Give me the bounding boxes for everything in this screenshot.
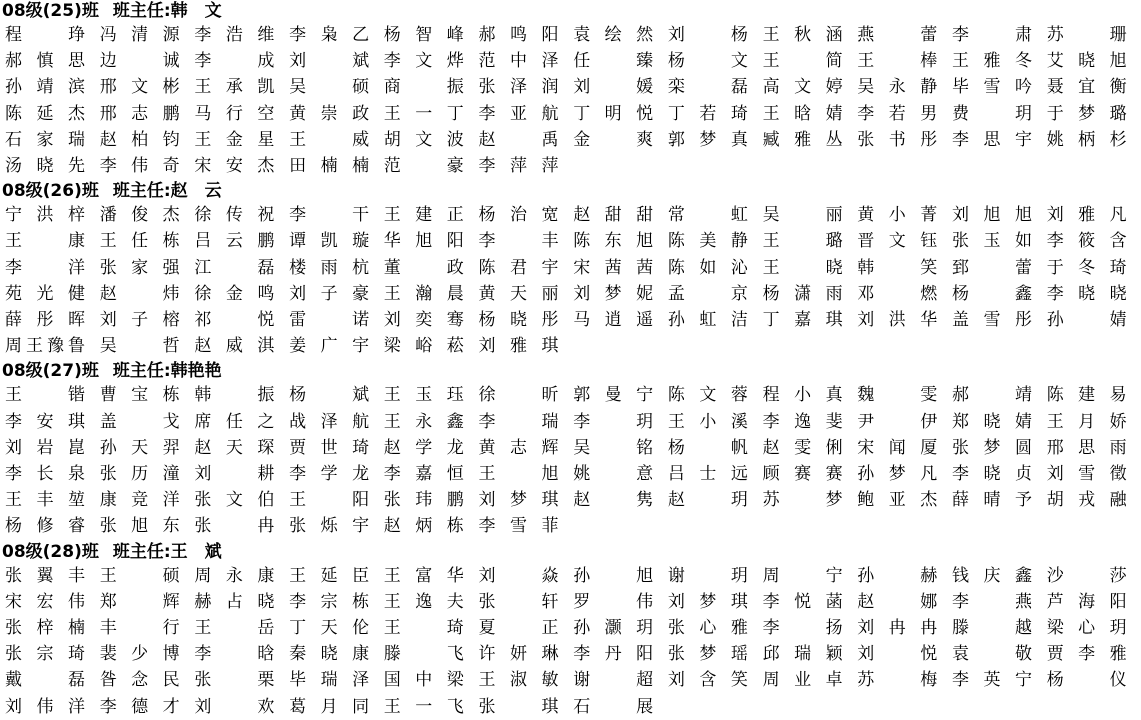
- student-name: 刘雅凡: [1046, 205, 1127, 226]
- student-name: 戴 磊: [5, 670, 85, 691]
- student-name: 李伟奇: [99, 156, 180, 176]
- student-name: 李德才: [99, 696, 180, 717]
- student-name: 燕 蕾: [857, 25, 938, 45]
- student-name: 毕雪吟: [952, 77, 1032, 98]
- student-name: 晋文钰: [857, 231, 938, 252]
- student-name: 杨 斌: [289, 385, 370, 406]
- student-name: 李 扬: [762, 618, 843, 638]
- student-name: 张 栗: [194, 670, 275, 691]
- student-name: 昝念民: [99, 670, 180, 691]
- student-name: 王月娇: [1046, 411, 1127, 432]
- student-name: 董 政: [383, 257, 464, 278]
- student-name: 楼雨杭: [289, 257, 370, 278]
- student-name: 常 虹: [667, 205, 748, 226]
- student-name: 顾赛赛: [762, 464, 843, 484]
- student-name: 李 晗: [194, 644, 275, 665]
- student-name: 王 晓: [762, 257, 843, 278]
- student-name: 李 瑞: [478, 411, 559, 432]
- student-name: 谢 超: [573, 670, 654, 691]
- student-name: 臧雅丛: [762, 129, 843, 150]
- student-name: 马逍遥: [573, 310, 654, 330]
- student-name: 黄崇政: [289, 103, 370, 124]
- student-name: 孟 京: [667, 283, 748, 304]
- student-name: 曹宝栋: [99, 385, 180, 406]
- student-name: 周王豫鲁: [5, 336, 85, 357]
- student-name: 刘奕骞: [383, 310, 464, 330]
- teacher-name: 王 斌: [170, 541, 222, 562]
- student-name: 马行空: [194, 103, 275, 124]
- student-name: 王富华: [383, 565, 464, 586]
- student-name: 程小真: [762, 385, 843, 406]
- student-name: 王承凯: [194, 77, 275, 98]
- student-name: 秦晓康: [289, 644, 370, 665]
- student-name: 许妍琳: [478, 644, 559, 665]
- student-name: 李英宁: [952, 670, 1032, 691]
- student-name: 李思宇: [952, 129, 1032, 150]
- student-name: 刘子豪: [289, 283, 370, 304]
- student-name: 梁峪菘: [383, 336, 464, 357]
- student-name: 孙 婧: [1046, 310, 1127, 330]
- student-name: 王 棒: [857, 51, 938, 72]
- student-name: 李学龙: [289, 464, 370, 484]
- student-name: 李萍萍: [478, 156, 559, 176]
- student-name: 尹 伊: [857, 411, 938, 432]
- student-name: 王 威: [289, 129, 370, 150]
- student-name: 李嘉恒: [383, 464, 464, 484]
- student-name: 孙 赫: [857, 565, 938, 586]
- student-name: 张宗琦: [5, 644, 85, 665]
- student-name: 姜广宇: [289, 336, 370, 357]
- student-name: 张历潼: [99, 464, 180, 484]
- student-name: 孙 旭: [573, 565, 654, 586]
- student-name: 陈文蓉: [667, 385, 748, 406]
- student-name: 郭曼宁: [573, 385, 654, 406]
- student-name: 张 轩: [478, 591, 559, 612]
- student-name: 邢文彬: [99, 77, 180, 98]
- student-name: 孙虹洁: [667, 310, 748, 330]
- student-name: 李 肃: [952, 25, 1032, 45]
- student-name: 刘含笑: [667, 670, 748, 691]
- student-name: 韩 振: [194, 385, 275, 406]
- student-name: 王 硕: [99, 565, 180, 586]
- student-name: 黄志辉: [478, 437, 559, 458]
- class-header: [2, 541, 222, 563]
- student-name: 徐传祝: [194, 205, 275, 226]
- student-name: 陈东旭: [573, 231, 654, 252]
- student-name: 王 琦: [383, 618, 464, 638]
- student-name: 薛晴予: [952, 490, 1032, 511]
- student-name: 赵炳栋: [383, 516, 464, 537]
- student-name: 周业卓: [762, 670, 843, 691]
- student-name: 芦海阳: [1046, 591, 1127, 612]
- student-name: 姚柄杉: [1046, 129, 1127, 150]
- student-name: 杨智峰: [383, 25, 464, 45]
- student-name: 宁洪梓: [5, 205, 85, 226]
- student-name: 郝 靖: [952, 385, 1032, 406]
- student-name: 贾世琦: [289, 437, 370, 458]
- student-name: 杨 鑫: [952, 283, 1032, 304]
- student-name: 刘岩崑: [5, 437, 85, 458]
- student-name: 郝慎思: [5, 51, 85, 72]
- student-name: 丰 行: [99, 618, 180, 638]
- student-name: 吕云鹏: [194, 231, 275, 252]
- student-name: 陈君宇: [478, 257, 559, 278]
- student-name: 张文伯: [194, 490, 275, 511]
- student-name: 李长泉: [5, 464, 85, 484]
- student-name: 王 康: [5, 231, 85, 252]
- student-name: 刘 媛: [573, 77, 654, 98]
- student-name: 刘子榕: [99, 310, 180, 330]
- student-name: 邓 燃: [857, 283, 938, 304]
- student-name: 姚 意: [573, 464, 654, 484]
- student-name: 夏 正: [478, 618, 559, 638]
- student-name: 雷 诺: [289, 310, 370, 330]
- student-name: 袁绘然: [573, 25, 654, 45]
- student-name: 王 璐: [762, 231, 843, 252]
- student-name: 李 成: [194, 51, 275, 72]
- student-name: 华旭阳: [383, 231, 464, 252]
- student-name: 杨 文: [667, 51, 748, 72]
- teacher-label: 班主任:: [112, 361, 171, 382]
- student-name: 金 爽: [573, 129, 654, 150]
- class-label: 08级(25)班: [2, 1, 99, 21]
- student-name: 丁天伦: [289, 618, 370, 638]
- student-name: 周 宁: [762, 565, 843, 586]
- student-name: 韩 笑: [857, 257, 938, 278]
- student-name: 王一飞: [383, 696, 464, 717]
- student-name: 孙靖滨: [5, 77, 85, 98]
- student-name: 张玉如: [952, 231, 1032, 252]
- student-name: 张 冉: [194, 516, 275, 537]
- student-name: 李 丰: [478, 231, 559, 252]
- student-name: 李安琪: [5, 411, 85, 432]
- student-name: 刘旭旭: [952, 205, 1032, 226]
- student-name: 郭梦真: [667, 129, 748, 150]
- teacher-name: 赵 云: [170, 181, 222, 202]
- student-name: 李 燕: [952, 591, 1032, 612]
- student-name: 张家强: [99, 257, 180, 278]
- student-name: 战泽航: [289, 411, 370, 432]
- student-name: 邢思雨: [1046, 437, 1127, 458]
- student-name: 罗 伟: [573, 591, 654, 612]
- student-name: 李悦菡: [762, 591, 843, 612]
- student-name: 刘 欢: [194, 696, 275, 717]
- student-name: 于梦璐: [1046, 103, 1127, 124]
- student-name: 吴 丽: [762, 205, 843, 226]
- student-name: 王逸夫: [383, 591, 464, 612]
- student-name: 徐金鸣: [194, 283, 275, 304]
- student-name: 丁明悦: [573, 103, 654, 124]
- student-name: 王 岳: [194, 618, 275, 638]
- student-name: 刘 悦: [857, 644, 938, 665]
- student-name: 王一丁: [383, 103, 464, 124]
- student-name: 王金星: [194, 129, 275, 150]
- student-name: 李若男: [857, 103, 938, 124]
- student-name: 周永康: [194, 565, 275, 586]
- student-name: 费 玥: [952, 103, 1032, 124]
- student-name: 滕 飞: [383, 644, 464, 665]
- student-name: 郅 蕾: [952, 257, 1032, 278]
- student-name: 石 展: [573, 696, 654, 717]
- student-name: 王小溪: [667, 411, 748, 432]
- student-name: 杨治宽: [478, 205, 559, 226]
- student-name: 陈延杰: [5, 103, 85, 124]
- student-name: 李雪菲: [478, 516, 559, 537]
- student-name: 刘 斌: [289, 51, 370, 72]
- student-name: 胡文波: [383, 129, 464, 150]
- student-name: 杨潇雨: [762, 283, 843, 304]
- student-name: 赵 玥: [667, 490, 748, 511]
- student-name: 张书彤: [857, 129, 938, 150]
- student-name: 李晓贞: [952, 464, 1032, 484]
- class-header: [2, 0, 222, 22]
- student-name: 高文婷: [762, 77, 843, 98]
- student-name: 吕士远: [667, 464, 748, 484]
- student-name: 艾晓旭: [1046, 51, 1127, 72]
- student-name: 贾李雅: [1046, 644, 1127, 665]
- student-name: 刘梦妮: [573, 283, 654, 304]
- student-name: 张梦圆: [952, 437, 1032, 458]
- student-name: 张烁宇: [289, 516, 370, 537]
- student-name: 苑光健: [5, 283, 85, 304]
- student-name: 赵甜甜: [573, 205, 654, 226]
- student-name: 李丹阳: [573, 644, 654, 665]
- student-name: 吴永静: [857, 77, 938, 98]
- student-name: 李筱含: [1046, 231, 1127, 252]
- student-name: 郑晓婧: [952, 411, 1032, 432]
- student-name: 王任栋: [99, 231, 180, 252]
- student-name: 石家瑞: [5, 129, 85, 150]
- student-name: 黄天丽: [478, 283, 559, 304]
- student-name: 李 玥: [573, 411, 654, 432]
- student-name: 刘伟洋: [5, 696, 85, 717]
- student-name: 刘雅琪: [478, 336, 559, 357]
- student-name: 葛月同: [289, 696, 370, 717]
- student-name: 张梓楠: [5, 618, 85, 638]
- student-name: 张 琪: [478, 696, 559, 717]
- student-name: 沙 莎: [1046, 565, 1127, 586]
- student-name: 孙灏玥: [573, 618, 654, 638]
- student-name: 汤晓先: [5, 156, 85, 176]
- student-name: 李 洋: [5, 257, 85, 278]
- student-name: 宋闻厦: [857, 437, 938, 458]
- student-name: 陈建易: [1046, 385, 1127, 406]
- student-name: 祁 悦: [194, 310, 275, 330]
- student-name: 盖 戈: [99, 411, 180, 432]
- student-name: 李枭乙: [289, 25, 370, 45]
- student-name: 郑 辉: [99, 591, 180, 612]
- student-name: 刘冉冉: [857, 618, 938, 638]
- student-name: 王 阳: [289, 490, 370, 511]
- student-name: 魏 雯: [857, 385, 938, 406]
- student-name: 王永鑫: [383, 411, 464, 432]
- student-name: 商 振: [383, 77, 464, 98]
- student-name: 李浩维: [194, 25, 275, 45]
- student-name: 孙天羿: [99, 437, 180, 458]
- student-name: 毕瑞泽: [289, 670, 370, 691]
- student-name: 张玮鹏: [383, 490, 464, 511]
- student-name: 王 简: [762, 51, 843, 72]
- student-name: 盖雪彤: [952, 310, 1032, 330]
- student-name: 杨 帆: [667, 437, 748, 458]
- student-name: 刘梦琪: [667, 591, 748, 612]
- student-name: 郝鸣阳: [478, 25, 559, 45]
- student-name: 张旭东: [99, 516, 180, 537]
- student-name: 李晓晓: [1046, 283, 1127, 304]
- student-name: 王延臣: [289, 565, 370, 586]
- student-name: 赵 隽: [573, 490, 654, 511]
- student-name: 吴 哲: [99, 336, 180, 357]
- student-name: 赵柏钧: [99, 129, 180, 150]
- student-name: 赫占晓: [194, 591, 275, 612]
- class-label: 08级(27)班: [2, 361, 99, 382]
- student-name: 张泽润: [478, 77, 559, 98]
- student-name: 王雅冬: [952, 51, 1032, 72]
- student-name: 栾 磊: [667, 77, 748, 98]
- student-name: 田楠楠: [289, 156, 370, 176]
- student-name: 刘雪徵: [1046, 464, 1127, 484]
- student-name: 杨晓彤: [478, 310, 559, 330]
- student-name: 鲍亚杰: [857, 490, 938, 511]
- student-name: 赵学龙: [383, 437, 464, 458]
- student-name: 刘 焱: [478, 565, 559, 586]
- teacher-label: 班主任:: [112, 541, 171, 562]
- student-name: 王淑敏: [478, 670, 559, 691]
- student-name: 丁嘉琪: [762, 310, 843, 330]
- class-label: 08级(26)班: [2, 181, 99, 202]
- student-name: 谢 玥: [667, 565, 748, 586]
- student-name: 杨修睿: [5, 516, 85, 537]
- student-name: 李文烨: [383, 51, 464, 72]
- teacher-name: 韩 文: [170, 1, 222, 21]
- student-name: 程 琤: [5, 25, 85, 45]
- student-name: 张心雅: [667, 618, 748, 638]
- student-name: 赵 娜: [857, 591, 938, 612]
- student-name: 刘洪华: [857, 310, 938, 330]
- class-header: [2, 360, 222, 382]
- student-name: 苏 珊: [1046, 25, 1127, 45]
- class-label: 08级(28)班: [2, 541, 99, 562]
- student-name: 杨 仪: [1046, 670, 1127, 691]
- student-name: 邢志鹏: [99, 103, 180, 124]
- teacher-name: 韩艳艳: [170, 361, 222, 382]
- teacher-label: 班主任:: [112, 1, 171, 21]
- student-name: 钱庆鑫: [952, 565, 1032, 586]
- student-name: 徐 昕: [478, 385, 559, 406]
- student-name: 王玉珏: [383, 385, 464, 406]
- student-name: 袁 敬: [952, 644, 1032, 665]
- student-name: 吴 硕: [289, 77, 370, 98]
- student-name: 李 干: [289, 205, 370, 226]
- student-name: 宋茜茜: [573, 257, 654, 278]
- teacher-label: 班主任:: [112, 181, 171, 202]
- student-name: 张梦瑶: [667, 644, 748, 665]
- student-name: 滕 越: [952, 618, 1032, 638]
- student-name: 梁心玥: [1046, 618, 1127, 638]
- student-name: 刘 杨: [667, 25, 748, 45]
- student-name: 吴 铭: [573, 437, 654, 458]
- student-name: 边 诚: [99, 51, 180, 72]
- student-name: 王秋涵: [762, 25, 843, 45]
- student-name: 陈美静: [667, 231, 748, 252]
- student-name: 宋安杰: [194, 156, 275, 176]
- student-name: 李亚航: [478, 103, 559, 124]
- student-name: 聂宜衡: [1046, 77, 1127, 98]
- student-name: 范 豪: [383, 156, 464, 176]
- student-name: 王瀚晨: [383, 283, 464, 304]
- student-name: 康竞洋: [99, 490, 180, 511]
- student-name: 谭凯璇: [289, 231, 370, 252]
- student-name: 于冬琦: [1046, 257, 1127, 278]
- student-name: 席任之: [194, 411, 275, 432]
- student-name: 刘梦琪: [478, 490, 559, 511]
- student-name: 胡戎融: [1046, 490, 1127, 511]
- student-name: 邱瑞颖: [762, 644, 843, 665]
- student-name: 孙梦凡: [857, 464, 938, 484]
- student-name: 李逸斐: [762, 411, 843, 432]
- class-header: [2, 180, 222, 202]
- student-name: 冯清源: [99, 25, 180, 45]
- student-name: 潘俊杰: [99, 205, 180, 226]
- student-name: 宋宏伟: [5, 591, 85, 612]
- student-name: 刘 耕: [194, 464, 275, 484]
- student-name: 王 旭: [478, 464, 559, 484]
- student-name: 苏 梅: [857, 670, 938, 691]
- student-name: 丁若琦: [667, 103, 748, 124]
- student-name: 薛彤晖: [5, 310, 85, 330]
- student-name: 任 臻: [573, 51, 654, 72]
- student-name: 王建正: [383, 205, 464, 226]
- student-name: 江 磊: [194, 257, 275, 278]
- student-name: 王丰堃: [5, 490, 85, 511]
- student-name: 黄小菁: [857, 205, 938, 226]
- student-name: 赵 禹: [478, 129, 559, 150]
- student-name: 赵天琛: [194, 437, 275, 458]
- student-name: 王 锴: [5, 385, 85, 406]
- student-name: 赵威淇: [194, 336, 275, 357]
- student-name: 国中梁: [383, 670, 464, 691]
- student-name: 李宗栋: [289, 591, 370, 612]
- student-name: 陈如沁: [667, 257, 748, 278]
- student-name: 赵 炜: [99, 283, 180, 304]
- student-name: 苏 梦: [762, 490, 843, 511]
- student-name: 裴少博: [99, 644, 180, 665]
- student-name: 张翼丰: [5, 565, 85, 586]
- student-name: 王晗婧: [762, 103, 843, 124]
- student-name: 赵雯俐: [762, 437, 843, 458]
- student-name: 范中泽: [478, 51, 559, 72]
